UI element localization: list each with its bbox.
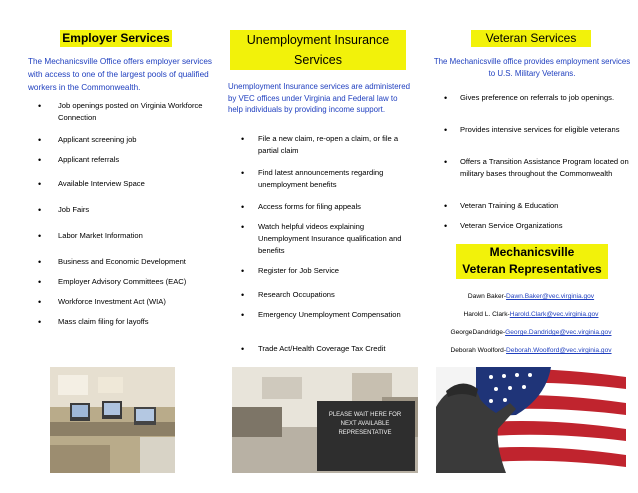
representative-email-link[interactable]: Harold.Clark@vec.virginia.gov <box>509 311 599 318</box>
list-item: • Trade Act/Health Coverage Tax Credit <box>241 344 386 354</box>
office-photo <box>50 367 175 473</box>
representative-contact: Dawn Baker-Dawn.Baker@vec.virginia.gov <box>467 293 595 300</box>
employer-services-heading: Employer Services <box>60 30 172 47</box>
veteran-representatives-heading: Mechanicsville Veteran Representatives <box>456 244 608 279</box>
veteran-services-intro: The Mechanicsville office provides employment services to U.S. Military Veterans. <box>433 57 631 78</box>
waiting-area-photo <box>232 367 418 473</box>
unemployment-insurance-intro: Unemployment Insurance services are administered by VEC offices under Virginia and Federal law to help individuals by providing income support. <box>228 82 411 114</box>
veteran-services-heading: Veteran Services <box>471 30 591 47</box>
list-item: • Business and Economic Development <box>38 257 186 267</box>
list-item: • Access forms for filing appeals <box>241 202 361 212</box>
list-item: • Job openings posted on Virginia Workforce Connection <box>38 101 203 122</box>
representative-contact: Deborah Woolford-Deborah.Woolford@vec.virginia.gov <box>450 347 612 354</box>
list-item: • Offers a Transition Assistance Program located on military bases throughout the Commonwealth <box>444 157 629 178</box>
unemployment-insurance-heading: Unemployment Insurance Services <box>230 30 406 70</box>
list-item: • Research Occupations <box>241 290 335 300</box>
employer-services-list <box>38 100 208 336</box>
list-item: • Provides intensive services for eligible veterans <box>444 125 620 135</box>
list-item: • Emergency Unemployment Compensation <box>241 310 401 320</box>
representative-contact: GeorgeDandridge-George.Dandridge@vec.virginia.gov <box>450 329 612 336</box>
list-item: • Mass claim filing for layoffs <box>38 317 149 327</box>
representative-email-link[interactable]: Dawn.Baker@vec.virginia.gov <box>506 293 595 300</box>
representative-email-link[interactable]: Deborah.Woolford@vec.virginia.gov <box>506 347 612 354</box>
list-item: • Veteran Training & Education <box>444 201 559 211</box>
list-item: • Labor Market Information <box>38 231 143 241</box>
list-item: • Employer Advisory Committees (EAC) <box>38 277 187 287</box>
list-item: • Applicant screening job <box>38 135 137 145</box>
employer-services-intro: The Mechanicsville Office offers employer services with access to one of the largest pools of qualified workers in the Commonwealth. <box>28 57 212 92</box>
list-item: • Find latest announcements regarding unemployment benefits <box>241 168 384 189</box>
list-item: • Register for Job Service <box>241 266 340 276</box>
list-item: • Applicant referrals <box>38 155 120 165</box>
list-item: • File a new claim, re-open a claim, or file a partial claim <box>241 134 399 155</box>
list-item: • Workforce Investment Act (WIA) <box>38 297 166 307</box>
list-item: • Job Fairs <box>38 205 90 215</box>
list-item: • Watch helpful videos explaining Unemployment Insurance qualification and benefits <box>241 222 402 255</box>
list-item: • Available Interview Space <box>38 179 145 189</box>
representative-email-link[interactable]: George.Dandridge@vec.virginia.gov <box>505 329 612 336</box>
representative-contact: Harold L. Clark-Harold.Clark@vec.virginia.gov <box>463 311 599 318</box>
veteran-services-list <box>444 92 632 240</box>
list-item: • Veteran Service Organizations <box>444 221 563 231</box>
flag-salute-photo <box>436 367 626 473</box>
unemployment-insurance-list <box>241 133 416 363</box>
queue-sign: PLEASE WAIT HERE FOR NEXT AVAILABLE REPRESENTATIVE <box>328 412 402 436</box>
list-item: • Gives preference on referrals to job openings. <box>444 93 615 103</box>
